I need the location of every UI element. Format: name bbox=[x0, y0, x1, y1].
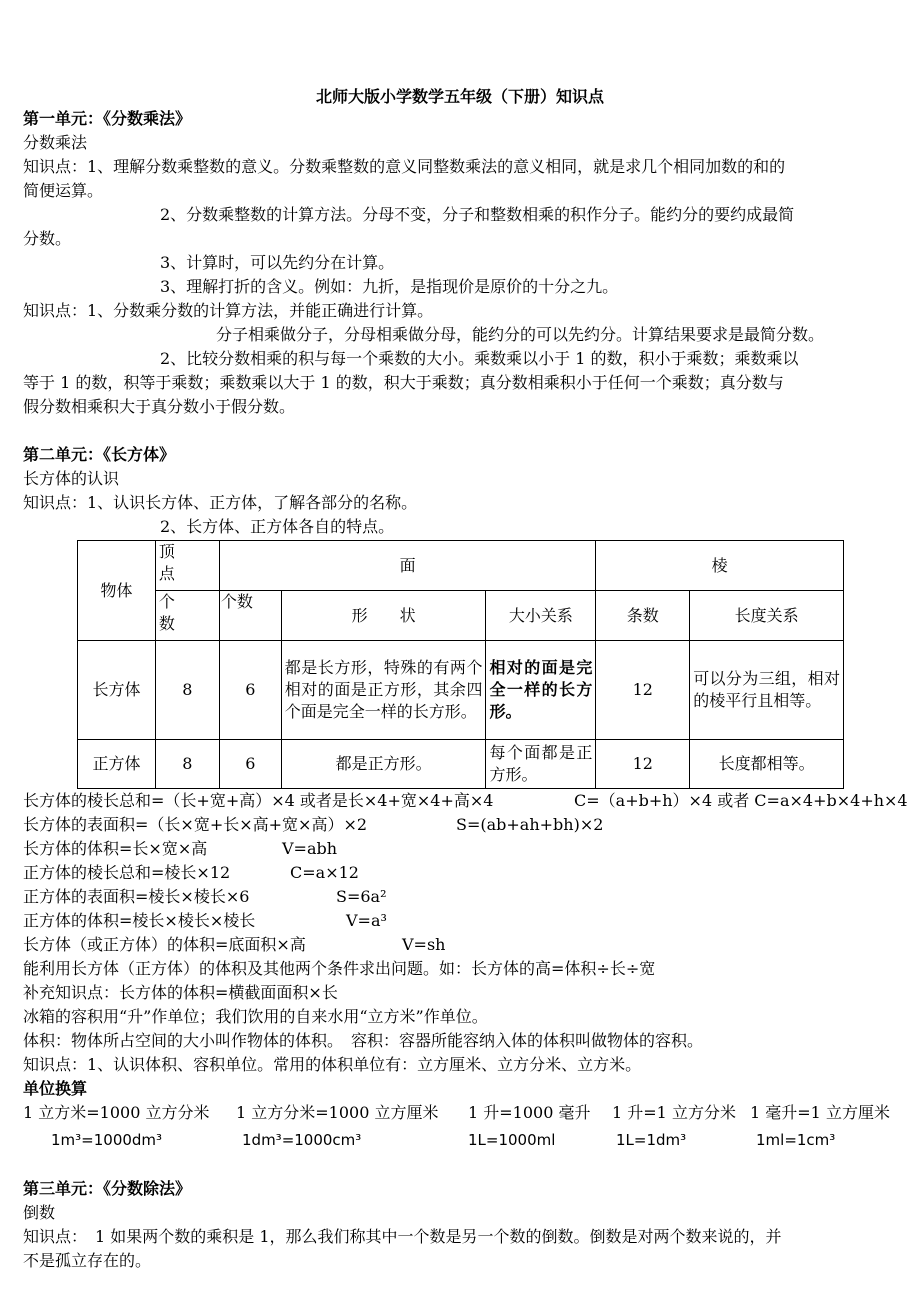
unit2-point-volume-units: 知识点：1、认识体积、容积单位。常用的体积单位有：立方厘米、立方分米、立方米。 bbox=[23, 1055, 642, 1074]
unit1-point7-line1: 2、比较分数相乘的积与每一个乘数的大小。乘数乘以小于 1 的数，积小于乘数；乘数乘以 bbox=[160, 349, 799, 368]
row-cuboid-shape: 都是长方形，特殊的有两个相对的面是正方形，其余四个面是完全一样的长方形。 bbox=[281, 641, 486, 740]
unit3-point1-line2: 不是孤立存在的。 bbox=[23, 1251, 152, 1270]
header-edge-length: 长度关系 bbox=[690, 591, 844, 641]
header-object: 物体 bbox=[78, 541, 156, 641]
solid-properties-table bbox=[77, 540, 844, 789]
unit3-point1-line1: 知识点： 1 如果两个数的乘积是 1，那么我们称其中一个数是另一个数的倒数。倒数是对两个数来说的，并 bbox=[23, 1227, 782, 1246]
row-cube-edges: 12 bbox=[596, 740, 690, 789]
conversion-item: 1 升=1000 毫升 bbox=[468, 1103, 591, 1122]
formula-cube-volume-symbolic: V=a³ bbox=[346, 911, 387, 930]
unit-conversion-heading: 单位换算 bbox=[23, 1079, 88, 1098]
unit1-point2-line2: 分数。 bbox=[23, 229, 72, 248]
row-cuboid-name: 长方体 bbox=[78, 641, 156, 740]
unit3-subheading: 倒数 bbox=[23, 1203, 56, 1222]
unit1-point3: 3、计算时，可以先约分在计算。 bbox=[160, 253, 395, 272]
conversion-item: 1 立方分米=1000 立方厘米 bbox=[236, 1103, 439, 1122]
formula-cuboid-edge-total-symbolic: C=（a+b+h）×4 或者 C=a×4+b×4+h×4 bbox=[574, 791, 908, 810]
unit1-point4: 3、理解打折的含义。例如：九折，是指现价是原价的十分之九。 bbox=[160, 277, 619, 296]
unit3-heading: 第三单元：《分数除法》 bbox=[23, 1179, 192, 1198]
row-cube-length: 长度都相等。 bbox=[690, 740, 844, 789]
table-row bbox=[78, 740, 844, 789]
formula-cuboid-volume-symbolic: V=abh bbox=[282, 839, 338, 858]
header-edge-count: 条数 bbox=[596, 591, 690, 641]
unit2-subheading: 长方体的认识 bbox=[23, 469, 120, 488]
header-face: 面 bbox=[219, 541, 595, 591]
header-face-size: 大小关系 bbox=[486, 591, 596, 641]
unit1-point5: 知识点：1、分数乘分数的计算方法，并能正确进行计算。 bbox=[23, 301, 434, 320]
conversion-item: 1 立方米=1000 立方分米 bbox=[23, 1103, 210, 1122]
unit1-point1-line1: 知识点：1、理解分数乘整数的意义。分数乘整数的意义同整数乘法的意义相同，就是求几个相同加数的和的 bbox=[23, 157, 786, 176]
header-vertex-top: 顶 点 bbox=[155, 541, 219, 591]
formula-cuboid-edge-total: 长方体的棱长总和=（长+宽+高）×4 或者是长×4+宽×4+高×4 bbox=[23, 791, 494, 810]
formula-cube-edge-total-symbolic: C=a×12 bbox=[290, 863, 359, 882]
header-face-shape: 形 状 bbox=[281, 591, 486, 641]
unit1-subheading: 分数乘法 bbox=[23, 133, 88, 152]
formula-cuboid-surface-symbolic: S=(ab+ah+bh)×2 bbox=[456, 815, 604, 834]
table-row bbox=[78, 641, 844, 740]
conversion-symbol: 1ml=1cm³ bbox=[756, 1131, 836, 1149]
conversion-symbol: 1L=1000ml bbox=[468, 1131, 556, 1149]
unit1-point7-line3: 假分数相乘积大于真分数小于假分数。 bbox=[23, 397, 296, 416]
row-cuboid-vertices: 8 bbox=[155, 641, 219, 740]
row-cube-size: 每个面都是正方形。 bbox=[486, 740, 596, 789]
document-title: 北师大版小学数学五年级（下册）知识点 bbox=[315, 87, 604, 106]
unit2-heading: 第二单元：《长方体》 bbox=[23, 445, 176, 464]
row-cuboid-size: 相对的面是完全一样的长方形。 bbox=[486, 641, 596, 740]
header-face-count: 个数 bbox=[219, 591, 281, 641]
formula-cube-volume: 正方体的体积=棱长×棱长×棱长 bbox=[23, 911, 256, 930]
unit1-point7-line2: 等于 1 的数，积等于乘数；乘数乘以大于 1 的数，积大于乘数；真分数相乘积小于任何一个乘数；真分数与 bbox=[23, 373, 784, 392]
conversion-item: 1 毫升=1 立方厘米 bbox=[750, 1103, 890, 1122]
formula-cube-surface-symbolic: S=6a² bbox=[336, 887, 387, 906]
formula-cuboid-volume: 长方体的体积=长×宽×高 bbox=[23, 839, 208, 858]
header-vertex-bottom: 个 数 bbox=[155, 591, 219, 641]
row-cuboid-length: 可以分为三组，相对的棱平行且相等。 bbox=[690, 641, 844, 740]
conversion-symbol: 1m³=1000dm³ bbox=[51, 1131, 163, 1149]
formula-cube-edge-total: 正方体的棱长总和=棱长×12 bbox=[23, 863, 231, 882]
unit2-point-definitions: 体积：物体所占空间的大小叫作物体的体积。 容积：容器所能容纳入体的体积叫做物体的容积。 bbox=[23, 1031, 704, 1050]
header-edge: 棱 bbox=[596, 541, 844, 591]
unit2-point1: 知识点：1、认识长方体、正方体，了解各部分的名称。 bbox=[23, 493, 418, 512]
conversion-item: 1 升=1 立方分米 bbox=[612, 1103, 736, 1122]
unit2-point2: 2、长方体、正方体各自的特点。 bbox=[160, 517, 395, 536]
formula-cuboid-surface: 长方体的表面积=（长×宽+长×高+宽×高）×2 bbox=[23, 815, 368, 834]
unit2-point-application: 能利用长方体（正方体）的体积及其他两个条件求出问题。如：长方体的高=体积÷长÷宽 bbox=[23, 959, 656, 978]
unit1-point2-line1: 2、分数乘整数的计算方法。分母不变，分子和整数相乘的积作分子。能约分的要约成最简 bbox=[160, 205, 795, 224]
unit1-point6: 分子相乘做分子，分母相乘做分母，能约分的可以先约分。计算结果要求是最简分数。 bbox=[216, 325, 825, 344]
conversion-symbol: 1L=1dm³ bbox=[616, 1131, 687, 1149]
row-cube-name: 正方体 bbox=[78, 740, 156, 789]
unit1-heading: 第一单元：《分数乘法》 bbox=[23, 109, 192, 128]
row-cube-faces: 6 bbox=[219, 740, 281, 789]
row-cuboid-faces: 6 bbox=[219, 641, 281, 740]
row-cube-vertices: 8 bbox=[155, 740, 219, 789]
unit2-point-supplement: 补充知识点：长方体的体积=横截面面积×长 bbox=[23, 983, 338, 1002]
unit2-point-units: 冰箱的容积用“升”作单位；我们饮用的自来水用“立方米”作单位。 bbox=[23, 1007, 488, 1026]
table-subheader-row bbox=[78, 591, 844, 641]
formula-cube-surface: 正方体的表面积=棱长×棱长×6 bbox=[23, 887, 250, 906]
formula-base-volume: 长方体（或正方体）的体积=底面积×高 bbox=[23, 935, 306, 954]
conversion-symbol: 1dm³=1000cm³ bbox=[242, 1131, 362, 1149]
table-header-row bbox=[78, 541, 844, 591]
unit1-point1-line2: 简便运算。 bbox=[23, 181, 104, 200]
row-cube-shape: 都是正方形。 bbox=[281, 740, 486, 789]
row-cuboid-edges: 12 bbox=[596, 641, 690, 740]
formula-base-volume-symbolic: V=sh bbox=[402, 935, 446, 954]
